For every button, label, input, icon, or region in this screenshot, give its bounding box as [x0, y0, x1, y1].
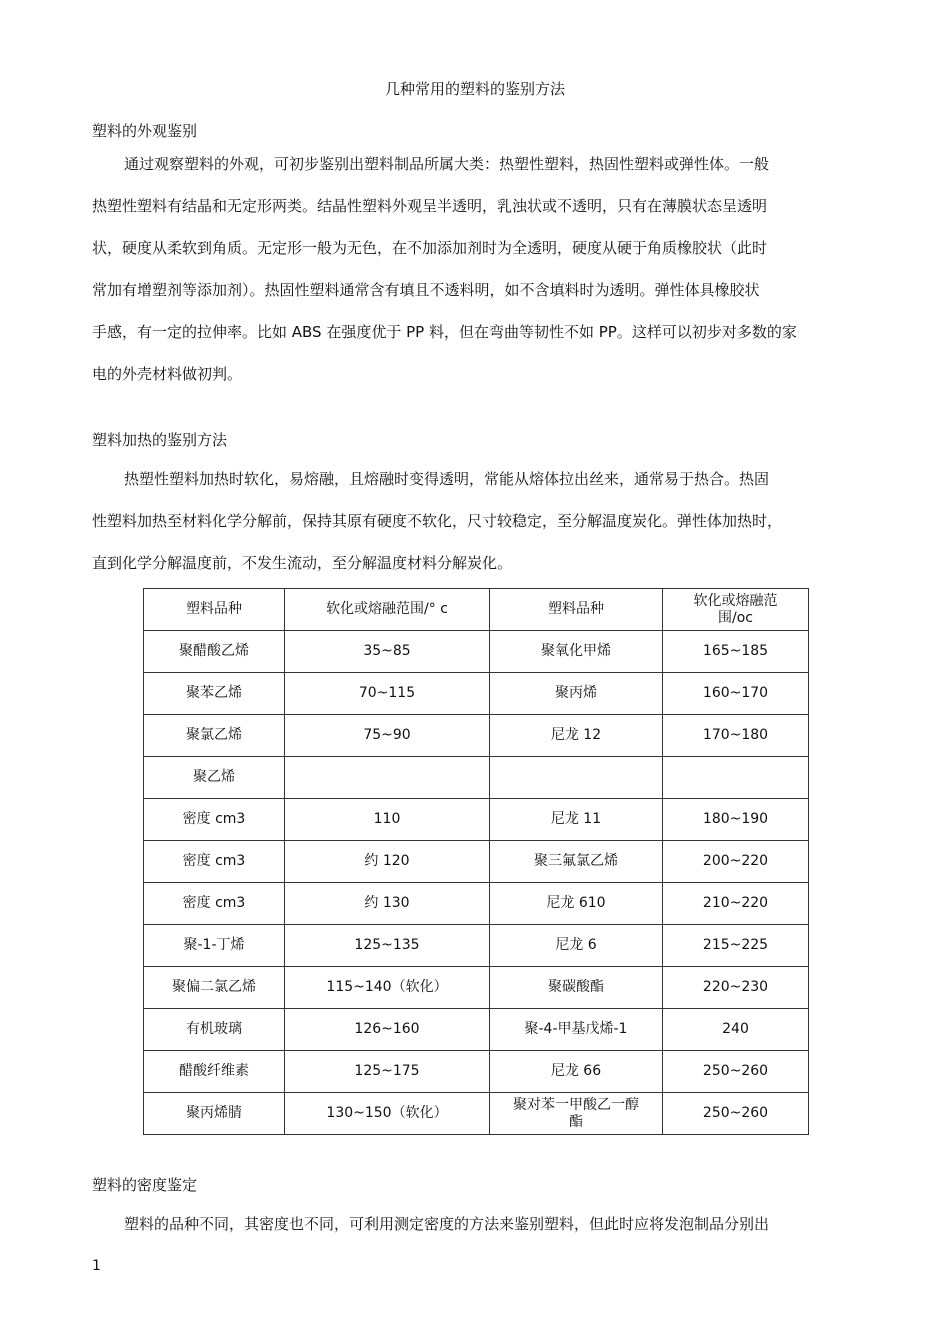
table-cell: 75~90	[285, 715, 490, 757]
table-cell	[663, 757, 809, 799]
table-cell: 尼龙 610	[490, 883, 663, 925]
table-cell: 126~160	[285, 1009, 490, 1051]
table-cell	[285, 757, 490, 799]
table-cell: 尼龙 6	[490, 925, 663, 967]
table-row	[144, 799, 809, 841]
table-cell: 聚丙烯腈	[144, 1093, 285, 1135]
table-cell: 130~150（软化）	[285, 1093, 490, 1135]
table-cell: 聚丙烯	[490, 673, 663, 715]
paragraph-line: 电的外壳材料做初判。	[92, 365, 243, 383]
softening-range-table	[143, 588, 809, 1135]
table-cell: 160~170	[663, 673, 809, 715]
table-cell: 约 130	[285, 883, 490, 925]
table-cell: 聚对苯一甲酸乙一醇 酯	[490, 1093, 663, 1135]
table-header-cell: 软化或熔融范围/° c	[285, 589, 490, 631]
table-header-cell: 塑料品种	[490, 589, 663, 631]
table-cell: 聚偏二氯乙烯	[144, 967, 285, 1009]
table-cell: 115~140（软化）	[285, 967, 490, 1009]
table-cell: 有机玻璃	[144, 1009, 285, 1051]
table-cell: 聚乙烯	[144, 757, 285, 799]
table-cell: 250~260	[663, 1093, 809, 1135]
table-cell: 尼龙 66	[490, 1051, 663, 1093]
section-heading-appearance: 塑料的外观鉴别	[92, 122, 198, 140]
table-cell: 密度 cm3	[144, 799, 285, 841]
table-row	[144, 757, 809, 799]
paragraph-line: 通过观察塑料的外观，可初步鉴别出塑料制品所属大类：热塑性塑料，热固性塑料或弹性体。一般	[124, 155, 770, 173]
table-cell: 240	[663, 1009, 809, 1051]
table-row	[144, 715, 809, 757]
table-cell: 尼龙 11	[490, 799, 663, 841]
table-cell: 聚苯乙烯	[144, 673, 285, 715]
table-cell: 聚-4-甲基戊烯-1	[490, 1009, 663, 1051]
table-cell: 聚-1-丁烯	[144, 925, 285, 967]
table-cell: 180~190	[663, 799, 809, 841]
table-cell: 聚碳酸酯	[490, 967, 663, 1009]
table-cell: 密度 cm3	[144, 883, 285, 925]
page-title: 几种常用的塑料的鉴别方法	[384, 80, 565, 98]
table-cell: 110	[285, 799, 490, 841]
table-row	[144, 925, 809, 967]
table-cell: 165~185	[663, 631, 809, 673]
table-cell: 密度 cm3	[144, 841, 285, 883]
table-row	[144, 883, 809, 925]
table-row	[144, 673, 809, 715]
table-cell: 聚氧化甲烯	[490, 631, 663, 673]
section-heading-heating: 塑料加热的鉴别方法	[92, 431, 228, 449]
table-cell: 约 120	[285, 841, 490, 883]
paragraph-line: 常加有增塑剂等添加剂）。热固性塑料通常含有填且不透料明，如不含填料时为透明。弹性体具橡胶状	[92, 281, 760, 299]
table-cell: 醋酸纤维素	[144, 1051, 285, 1093]
table-cell: 210~220	[663, 883, 809, 925]
paragraph-line: 塑料的品种不同，其密度也不同，可利用测定密度的方法来鉴别塑料，但此时应将发泡制品分别出	[124, 1215, 770, 1233]
table-cell: 170~180	[663, 715, 809, 757]
table-row	[144, 631, 809, 673]
table-cell	[490, 757, 663, 799]
table-cell: 125~135	[285, 925, 490, 967]
table-row	[144, 967, 809, 1009]
table-cell: 125~175	[285, 1051, 490, 1093]
table-cell: 尼龙 12	[490, 715, 663, 757]
table-row	[144, 1009, 809, 1051]
table-cell: 215~225	[663, 925, 809, 967]
table-cell: 35~85	[285, 631, 490, 673]
table-header-row	[144, 589, 809, 631]
page-number: 1	[92, 1258, 101, 1274]
table-row	[144, 1093, 809, 1135]
table-cell: 200~220	[663, 841, 809, 883]
table-cell: 70~115	[285, 673, 490, 715]
paragraph-line: 手感，有一定的拉伸率。比如 ABS 在强度优于 PP 料，但在弯曲等韧性不如 PP。这样可以初步对多数的家	[92, 323, 797, 341]
paragraph-line: 性塑料加热至材料化学分解前，保持其原有硬度不软化，尺寸较稳定，至分解温度炭化。弹性体加热时，	[92, 512, 783, 530]
paragraph-line: 状，硬度从柔软到角质。无定形一般为无色，在不加添加剂时为全透明，硬度从硬于角质橡胶状（此时	[92, 239, 768, 257]
table-header-cell: 软化或熔融范 围/oc	[663, 589, 809, 631]
paragraph-line: 热塑性塑料加热时软化，易熔融，且熔融时变得透明，常能从熔体拉出丝来，通常易于热合。热固	[124, 470, 770, 488]
section-heading-density: 塑料的密度鉴定	[92, 1176, 198, 1194]
table-cell: 聚醋酸乙烯	[144, 631, 285, 673]
paragraph-density	[92, 1203, 868, 1245]
paragraph-line: 热塑性塑料有结晶和无定形两类。结晶性塑料外观呈半透明，乳浊状或不透明，只有在薄膜状态呈透明	[92, 197, 768, 215]
table-header-cell: 塑料品种	[144, 589, 285, 631]
table-cell: 聚氯乙烯	[144, 715, 285, 757]
table-cell: 250~260	[663, 1051, 809, 1093]
table-cell: 220~230	[663, 967, 809, 1009]
paragraph-appearance	[92, 143, 868, 395]
table-row	[144, 841, 809, 883]
table-row	[144, 1051, 809, 1093]
table-cell: 聚三氟氯乙烯	[490, 841, 663, 883]
paragraph-heating	[92, 458, 868, 584]
paragraph-line: 直到化学分解温度前，不发生流动，至分解温度材料分解炭化。	[92, 554, 513, 572]
